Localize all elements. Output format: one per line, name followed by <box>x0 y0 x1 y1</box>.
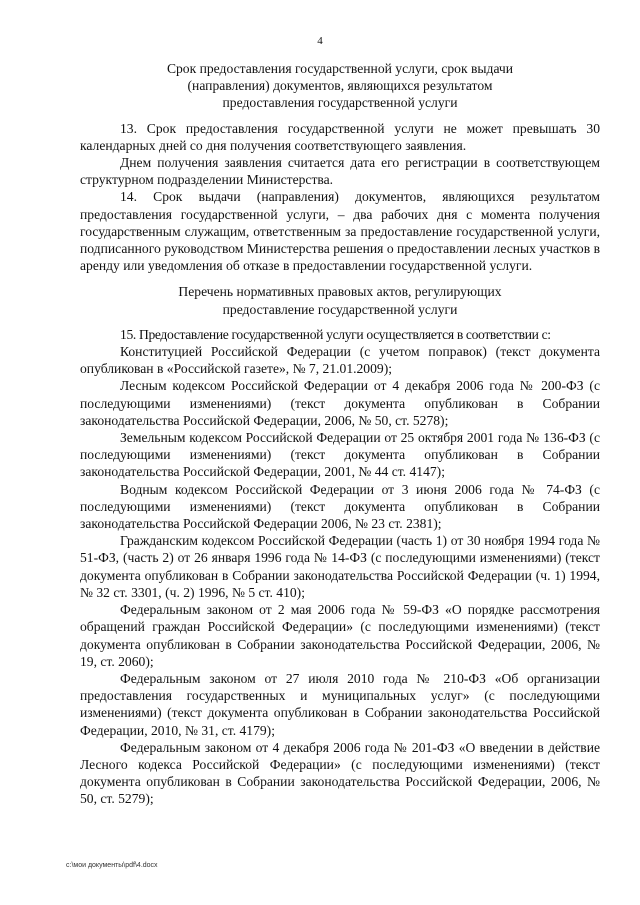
spacer <box>80 274 600 283</box>
page-number: 4 <box>317 35 323 47</box>
paragraph-land-code: Земельным кодексом Российской Федерации от 25 октября 2001 года № 136-ФЗ (с последующими изменениями) (текст документа опубликован в Собрании законодательства Российской Федерации, 2001, № 44 ст. 4147); <box>80 430 600 480</box>
section-heading-service-term <box>80 60 600 112</box>
heading-line: (направления) документов, являющихся результатом <box>187 78 493 94</box>
paragraph-constitution: Конституцией Российской Федерации (с учетом поправок) (текст документа опубликован в «Российской газете», № 7, 21.01.2009); <box>80 344 600 377</box>
paragraph-14: 14. Срок выдачи (направления) документов, являющихся результатом предоставления государственной услуги, – два рабочих дня с момента получения государственным служащим, ответственным за предоставление государственной услуги, подписанного руководством Министерства решения о предоставлении лесных участков в аренду или уведомления об отказе в предоставлении государственной услуги. <box>80 189 600 274</box>
paragraph-forest-code: Лесным кодексом Российской Федерации от 4 декабря 2006 года № 200-ФЗ (с последующими изменениями) (текст документа опубликован в Собрании законодательства Российской Федерации, 2006, № 50, ст. 5278); <box>80 378 600 428</box>
paragraph-law-59: Федеральным законом от 2 мая 2006 года № 59-ФЗ «О порядке рассмотрения обращений граждан Российской Федерации» (с последующими изменениями) (текст документа опубликован в Собрании законодательства Российской Федерации, 2006, № 19, ст. 2060); <box>80 602 600 669</box>
paragraph-law-201: Федеральным законом от 4 декабря 2006 года № 201-ФЗ «О введении в действие Лесного кодекса Российской Федерации» (с последующими изменениями) (текст документа опубликован в Собрании законодательства Российской Федерации, 2006, № 50, ст. 5279); <box>80 739 600 807</box>
heading-line: Срок предоставления государственной услуги, срок выдачи <box>166 61 514 76</box>
heading-line: Перечень нормативных правовых актов, регулирующих <box>178 284 502 300</box>
section-heading-legal-acts <box>80 283 600 317</box>
paragraph-civil-code: Гражданским кодексом Российской Федерации (часть 1) от 30 ноября 1994 года № 51-ФЗ, (часть 2) от 26 января 1996 года № 14-ФЗ (с последующими изменениями) (текст документа опубликован в Собрании законодательства Российской Федерации (ч. 1) 1994, № 32 ст. 3301, (ч. 2) 1996, № 5 ст. 410); <box>80 533 600 600</box>
paragraph-receipt-day: Днем получения заявления считается дата его регистрации в соответствующем структурном подразделении Министерства. <box>80 155 600 188</box>
paragraph-15: 15. Предоставление государственной услуги осуществляется в соответствии с: <box>120 326 551 342</box>
paragraph-water-code: Водным кодексом Российской Федерации от 3 июня 2006 года № 74-ФЗ (с последующими изменениями) (текст документа опубликован в Собрании законодательства Российской Федерации 2006, № 23 ст. 2381); <box>80 481 600 532</box>
heading-line: предоставление государственной услуги <box>222 301 458 317</box>
heading-line: предоставления государственной услуги <box>222 95 458 111</box>
paragraph-law-210: Федеральным законом от 27 июля 2010 года № 210-ФЗ «Об организации предоставления государственных и муниципальных услуг» (с последующими изменениями) (текст документа опубликован в Собрании законодательства Российской Федерации, 2010, № 31, ст. 4179); <box>80 670 600 738</box>
paragraph-13: 13. Срок предоставления государственной услуги не может превышать 30 календарных дней со дня получения соответствующего заявления. <box>80 120 600 153</box>
document-body <box>80 60 600 808</box>
file-path-footer: c:\мои документы\pdf\4.docx <box>66 862 158 869</box>
